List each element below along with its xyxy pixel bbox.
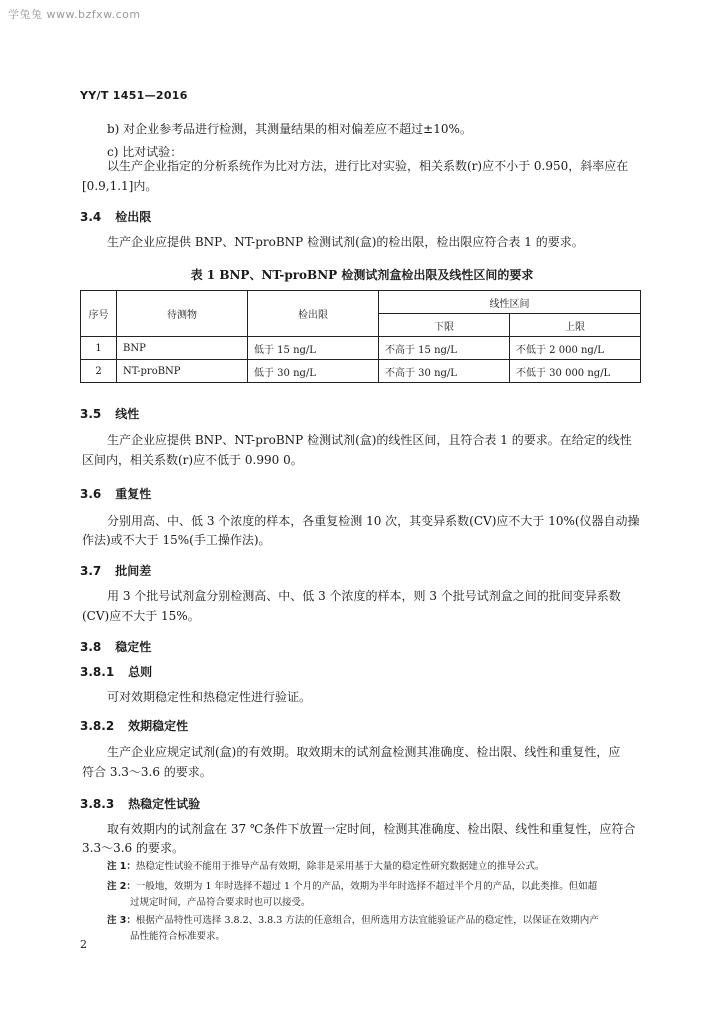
cell-no: 1 [81,337,117,360]
section-3-8-heading [80,638,151,655]
section-number: 3.8.3 [80,797,115,811]
page-number: 2 [80,938,87,951]
section-3-4-text: 生产企业应提供 BNP、NT-proBNP 检测试剂(盒)的检出限，检出限应符合表 1 的要求。 [107,235,584,249]
section-3-6-text-line2: 作法)或不大于 15%(手工操作法)。 [82,533,271,547]
compare-text-line1: 以生产企业指定的分析系统作为比对方法，进行比对实验，相关系数(r)应不小于 0.950，斜率应在 [107,159,629,173]
note-text: 一般地，效期为 1 年时选择不超过 1 个月的产品，效期为半年时选择不超过半个月的产品，以此类推。但如超 [135,881,598,892]
section-3-8-2-text-line1: 生产企业应规定试剂(盒)的有效期。取效期末的试剂盒检测其准确度、检出限、线性和重复性，应 [107,745,621,759]
section-3-8-2-heading [80,717,188,734]
section-3-4-heading [80,208,151,225]
section-number: 3.8.2 [80,719,115,733]
cell-lod: 低于 15 ng/L [248,337,379,360]
note-label: 注 3： [107,915,136,926]
note-2-continued: 过规定时间，产品符合要求时也可以接受。 [130,897,311,908]
note-1 [107,858,544,875]
cell-lod: 低于 30 ng/L [248,360,379,383]
section-3-8-3-text-line2: 3.3～3.6 的要求。 [82,841,184,855]
section-number: 3.7 [80,564,102,578]
note-3 [107,912,599,929]
item-c: c) 比对试验： [107,145,183,159]
section-3-6-text-line1: 分别用高、中、低 3 个浓度的样本，各重复检测 10 次，其变异系数(CV)应不大于 10%(仪器自动操 [107,514,640,528]
table-row [81,337,641,360]
watermark: 学兔兔 www.bzfxw.com [8,8,141,21]
requirements-table [80,290,641,383]
item-b: b) 对企业参考品进行检测，其测量结果的相对偏差应不超过±10%。 [107,122,472,136]
note-3-continued: 品性能符合标准要求。 [130,931,226,942]
cell-upper: 不低于 2 000 ng/L [510,337,641,360]
note-text: 根据产品特性可选择 3.8.2、3.8.3 方法的任意组合，但所选用方法宜能验证产品的稳定性，以保证在效期内产 [135,915,599,926]
section-3-5-heading [80,405,139,422]
section-number: 3.6 [80,487,102,501]
section-title: 效期稳定性 [128,719,189,733]
standard-header: YY/T 1451—2016 [80,89,188,102]
section-number: 3.5 [80,407,102,421]
section-3-7-text-line2: (CV)应不大于 15%。 [82,609,200,623]
compare-text-line2: [0.9,1.1]内。 [82,179,158,193]
section-3-7-text-line1: 用 3 个批号试剂盒分别检测高、中、低 3 个浓度的样本，则 3 个批号试剂盒之间的批间变异系数 [107,589,621,603]
table-row [81,360,641,383]
section-title: 检出限 [115,210,152,224]
section-3-7-heading [80,562,151,579]
section-title: 热稳定性试验 [128,797,201,811]
section-3-8-1-heading [80,663,152,680]
note-2 [107,878,597,895]
section-title: 批间差 [115,564,152,578]
cell-no: 2 [81,360,117,383]
section-title: 重复性 [115,487,152,501]
section-3-5-text-line1: 生产企业应提供 BNP、NT-proBNP 检测试剂(盒)的线性区间，且符合表 1 的要求。在给定的线性 [107,433,632,447]
section-title: 稳定性 [115,640,152,654]
cell-upper: 不低于 30 000 ng/L [510,360,641,383]
header-upper: 上限 [510,314,641,337]
section-number: 3.8.1 [80,665,115,679]
section-3-8-3-text-line1: 取有效期内的试剂盒在 37 ℃条件下放置一定时间，检测其准确度、检出限、线性和重复性，应符合 [107,822,636,836]
section-3-5-text-line2: 区间内，相关系数(r)应不低于 0.990 0。 [82,453,303,467]
section-3-6-heading [80,485,151,502]
header-lower: 下限 [379,314,510,337]
note-label: 注 1： [107,861,136,872]
section-3-8-1-text: 可对效期稳定性和热稳定性进行验证。 [107,690,312,704]
section-title: 线性 [115,407,140,421]
section-title: 总则 [128,665,153,679]
cell-analyte: NT-proBNP [117,360,248,383]
section-3-8-3-heading [80,795,200,812]
header-analyte: 待测物 [117,291,248,337]
cell-lower: 不高于 15 ng/L [379,337,510,360]
section-number: 3.4 [80,210,102,224]
section-number: 3.8 [80,640,102,654]
header-no: 序号 [81,291,117,337]
note-text: 热稳定性试验不能用于推导产品有效期，除非是采用基于大量的稳定性研究数据建立的推导公式。 [135,861,545,872]
note-label: 注 2： [107,881,136,892]
cell-analyte: BNP [117,337,248,360]
header-lod: 检出限 [248,291,379,337]
table-caption: 表 1 BNP、NT-proBNP 检测试剂盒检出限及线性区间的要求 [190,268,534,282]
header-linear-range: 线性区间 [379,291,641,314]
cell-lower: 不高于 30 ng/L [379,360,510,383]
section-3-8-2-text-line2: 符合 3.3～3.6 的要求。 [82,765,212,779]
